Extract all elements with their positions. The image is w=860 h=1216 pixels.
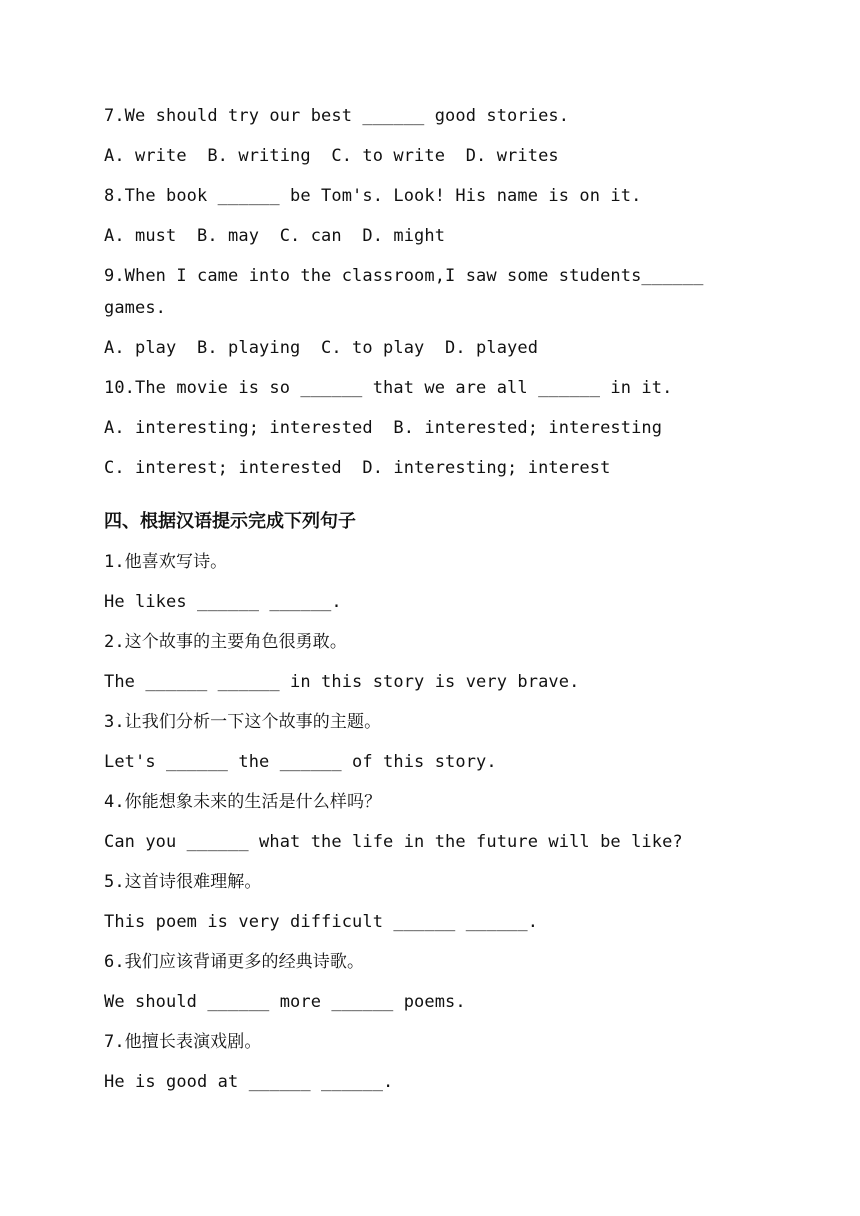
question-8-options: A. must B. may C. can D. might [104,226,446,246]
question-10-options-cd: C. interest; interested D. interesting; interest [104,458,611,478]
item-7-chinese: 7.他擅长表演戏剧。 [104,1032,262,1052]
question-10-options-ab: A. interesting; interested B. interested; interesting [104,418,663,438]
item-5-chinese: 5.这首诗很难理解。 [104,872,262,892]
item-1-english: He likes ______ ______. [104,592,342,612]
question-7: 7.We should try our best ______ good stories. [104,106,570,126]
item-1-chinese: 1.他喜欢写诗。 [104,552,228,572]
question-9-options: A. play B. playing C. to play D. played [104,338,539,358]
item-6-chinese: 6.我们应该背诵更多的经典诗歌。 [104,952,365,972]
item-6-english: We should ______ more ______ poems. [104,992,466,1012]
item-3-chinese: 3.让我们分析一下这个故事的主题。 [104,712,382,732]
item-4-english: Can you ______ what the life in the future will be like? [104,832,683,852]
item-2-chinese: 2.这个故事的主要角色很勇敢。 [104,632,347,652]
document-page [104,100,744,1106]
question-10: 10.The movie is so ______ that we are all ______ in it. [104,378,673,398]
item-2-english: The ______ ______ in this story is very brave. [104,672,580,692]
item-3-english: Let's ______ the ______ of this story. [104,752,497,772]
item-5-english: This poem is very difficult ______ ______. [104,912,539,932]
item-7-english: He is good at ______ ______. [104,1072,394,1092]
item-4-chinese: 4.你能想象未来的生活是什么样吗？ [104,792,382,812]
question-9: 9.When I came into the classroom,I saw some students______ games. [104,266,714,318]
question-7-options: A. write B. writing C. to write D. writes [104,146,559,166]
section-4-heading: 四、根据汉语提示完成下列句子 [104,511,356,532]
question-8: 8.The book ______ be Tom's. Look! His name is on it. [104,186,642,206]
